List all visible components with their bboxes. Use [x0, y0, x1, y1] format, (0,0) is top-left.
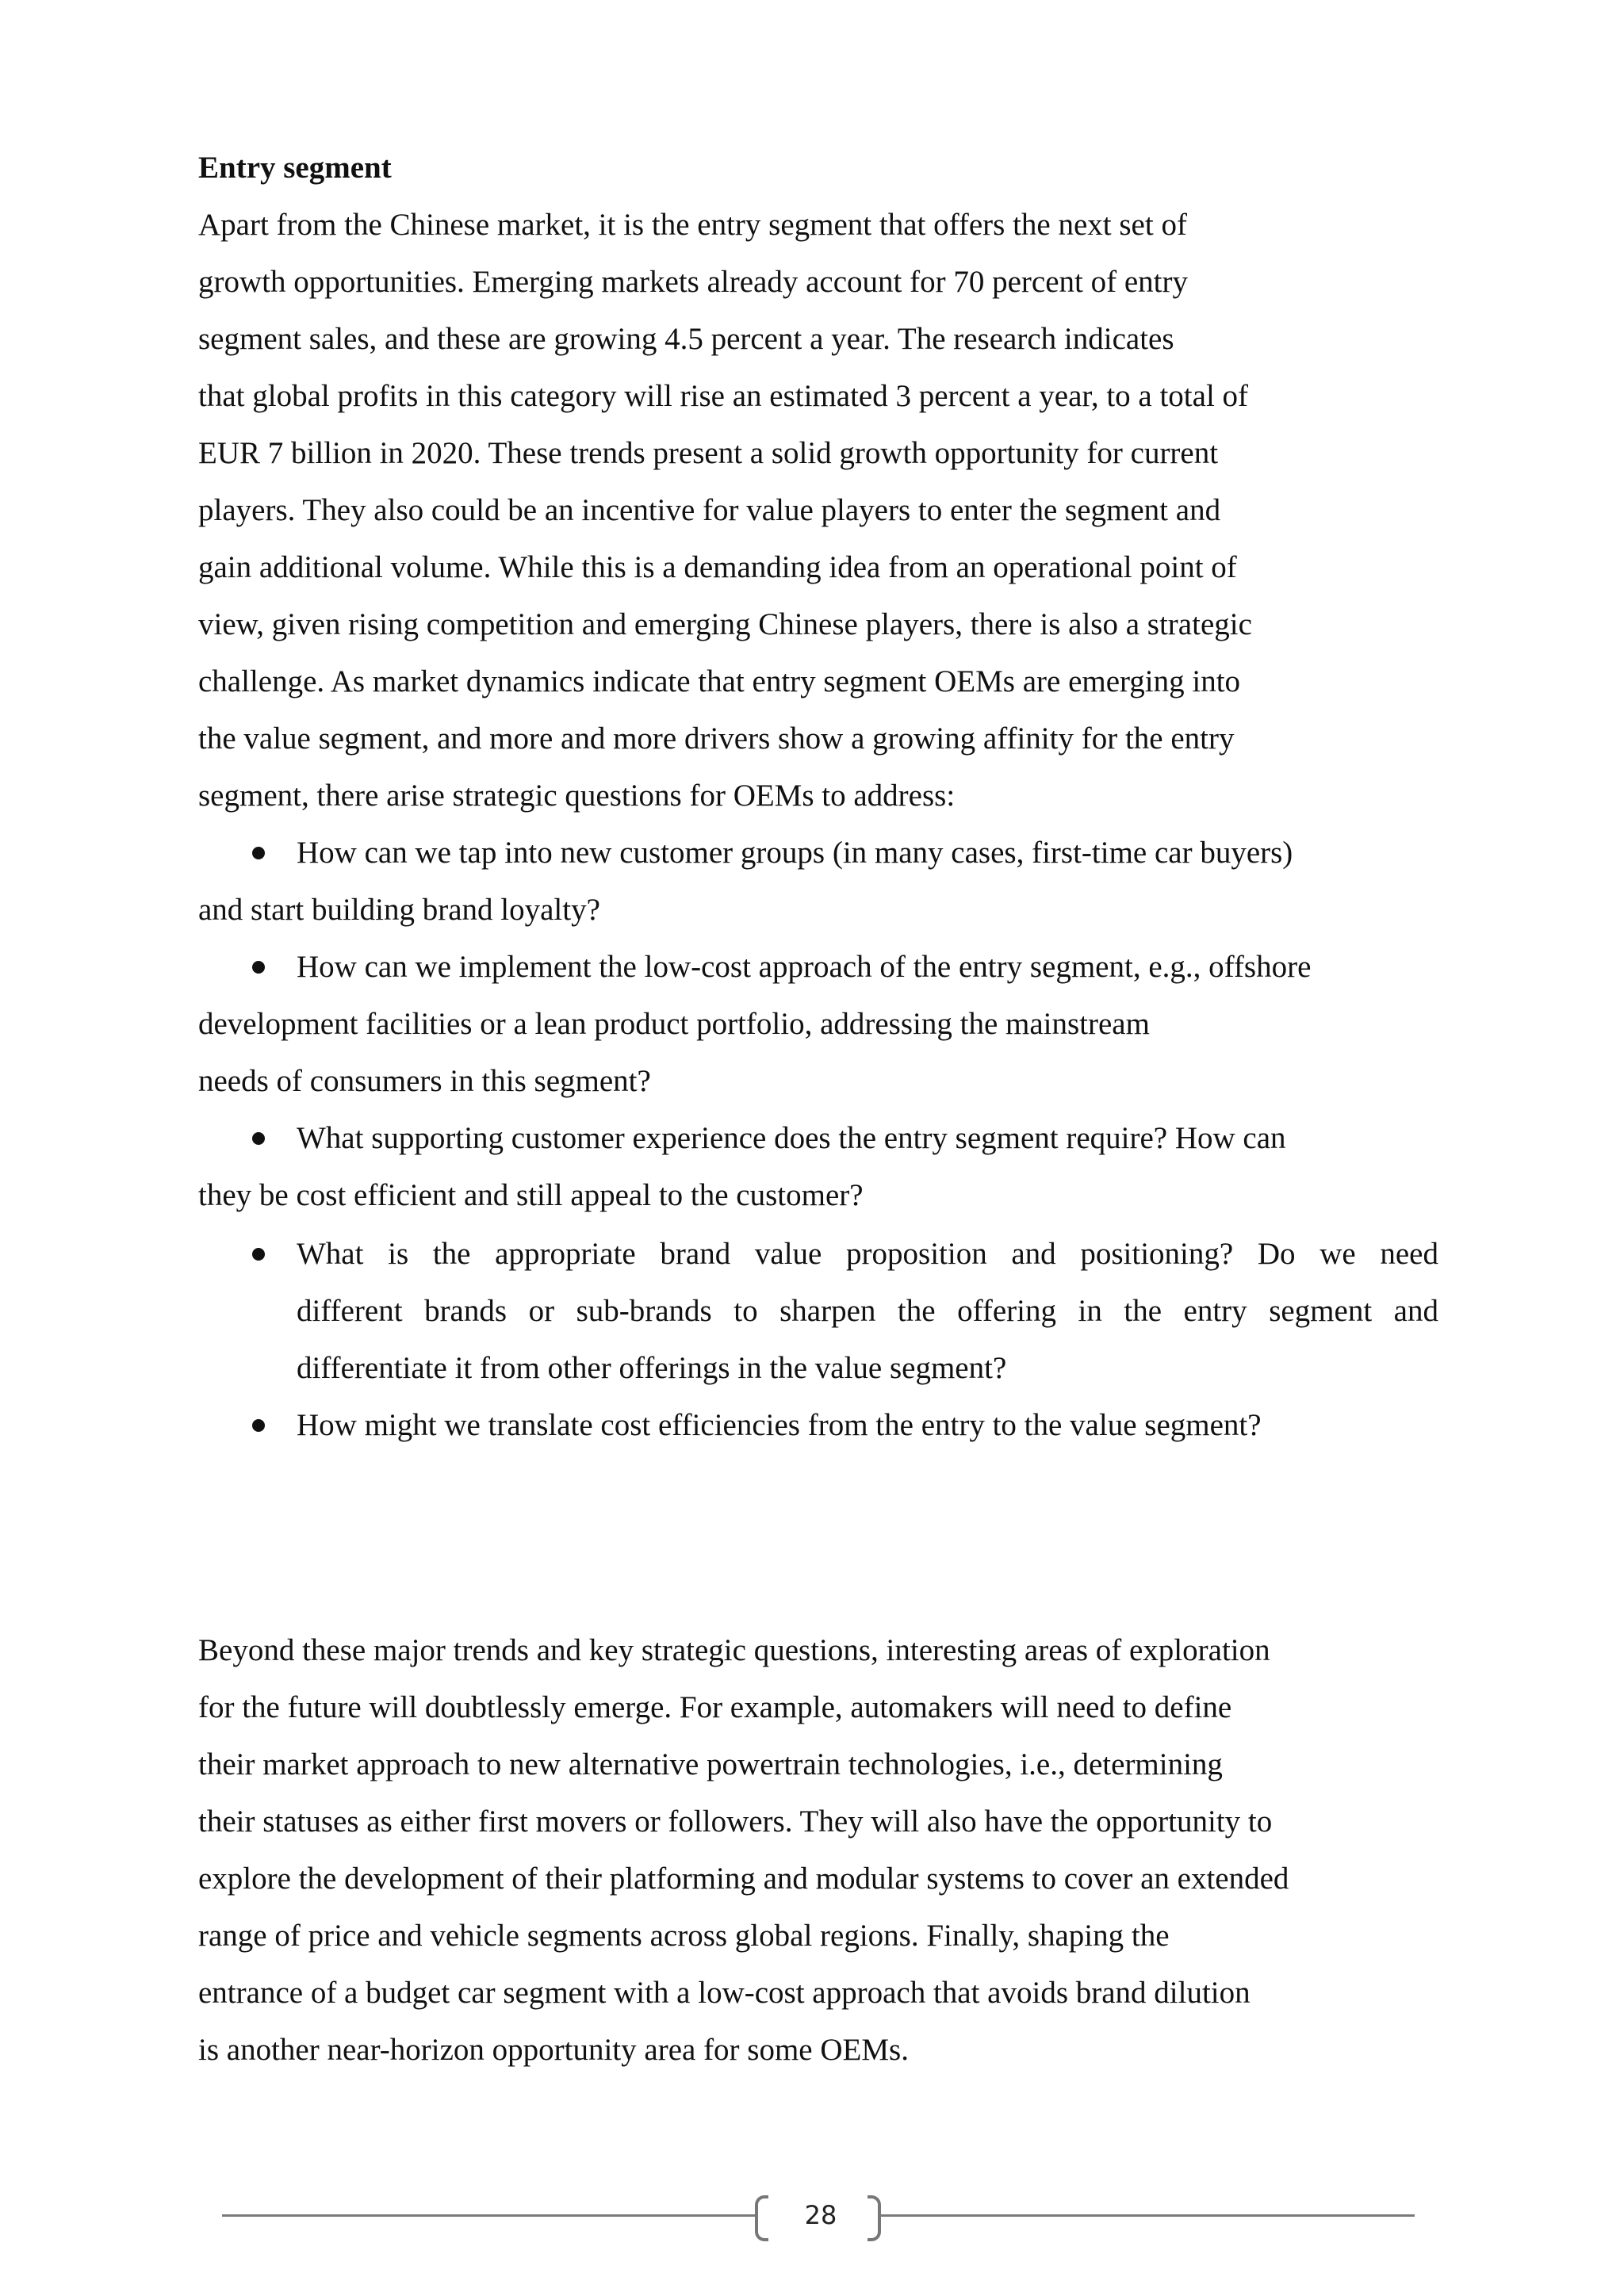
paragraph-line: segment, there arise strategic questions for OEMs to address:	[198, 779, 956, 813]
list-item-line: How can we implement the low-cost approach of the entry segment, e.g., offshore	[297, 950, 1312, 984]
paragraph-line: gain additional volume. While this is a demanding idea from an operational point of	[198, 550, 1237, 584]
paragraph-line: entrance of a budget car segment with a low-cost approach that avoids brand dilution	[198, 1976, 1251, 2010]
list-item-line: different brands or sub-brands to sharpen the offering in the entry segment and	[297, 1294, 1438, 1328]
paragraph-line: the value segment, and more and more drivers show a growing affinity for the entry	[198, 721, 1235, 756]
paragraph-line: their statuses as either first movers or followers. They will also have the opportunity to	[198, 1804, 1273, 1839]
list-item-line: and start building brand loyalty?	[198, 893, 600, 927]
paragraph-line: Apart from the Chinese market, it is the entry segment that offers the next set of	[198, 208, 1187, 242]
bullet-dot-icon	[252, 961, 265, 974]
bullet-dot-icon	[252, 1248, 265, 1261]
list-item-line: they be cost efficient and still appeal to the customer?	[198, 1178, 864, 1212]
bullet-dot-icon	[252, 847, 265, 859]
left-bracket-icon	[755, 2195, 768, 2241]
bullet-dot-icon	[252, 1419, 265, 1432]
section-heading: Entry segment	[198, 151, 392, 185]
paragraph-line: Beyond these major trends and key strategic questions, interesting areas of exploration	[198, 1633, 1270, 1667]
footer-rule-right	[881, 2214, 1415, 2217]
paragraph-line: range of price and vehicle segments across global regions. Finally, shaping the	[198, 1919, 1170, 1953]
list-item-line: How can we tap into new customer groups (in many cases, first-time car buyers)	[297, 836, 1293, 870]
paragraph-line: segment sales, and these are growing 4.5 percent a year. The research indicates	[198, 322, 1174, 356]
bullet-dot-icon	[252, 1132, 265, 1145]
right-bracket-icon	[868, 2195, 881, 2241]
list-item-line: What supporting customer experience does the entry segment require? How can	[297, 1121, 1286, 1155]
list-item-line: How might we translate cost efficiencies from the entry to the value segment?	[297, 1408, 1262, 1442]
paragraph-line: growth opportunities. Emerging markets already account for 70 percent of entry	[198, 265, 1188, 299]
paragraph-line: view, given rising competition and emerging Chinese players, there is also a strategic	[198, 607, 1252, 641]
page-number: 28	[804, 2200, 837, 2230]
list-item-line: development facilities or a lean product portfolio, addressing the mainstream	[198, 1007, 1150, 1041]
list-item-line: What is the appropriate brand value proposition and positioning? Do we need	[297, 1237, 1438, 1271]
paragraph-line: that global profits in this category will rise an estimated 3 percent a year, to a total of	[198, 379, 1249, 413]
list-item-line: differentiate it from other offerings in the value segment?	[297, 1351, 1007, 1385]
footer-rule-left	[222, 2214, 755, 2217]
paragraph-line: explore the development of their platforming and modular systems to cover an extended	[198, 1862, 1289, 1896]
paragraph-line: is another near-horizon opportunity area for some OEMs.	[198, 2033, 909, 2067]
paragraph-line: EUR 7 billion in 2020. These trends present a solid growth opportunity for current	[198, 436, 1219, 470]
paragraph-line: challenge. As market dynamics indicate that entry segment OEMs are emerging into	[198, 664, 1241, 698]
paragraph-line: players. They also could be an incentive for value players to enter the segment and	[198, 493, 1221, 527]
paragraph-line: their market approach to new alternative powertrain technologies, i.e., determining	[198, 1747, 1223, 1781]
list-item-line: needs of consumers in this segment?	[198, 1064, 651, 1098]
paragraph-line: for the future will doubtlessly emerge. For example, automakers will need to define	[198, 1690, 1232, 1724]
